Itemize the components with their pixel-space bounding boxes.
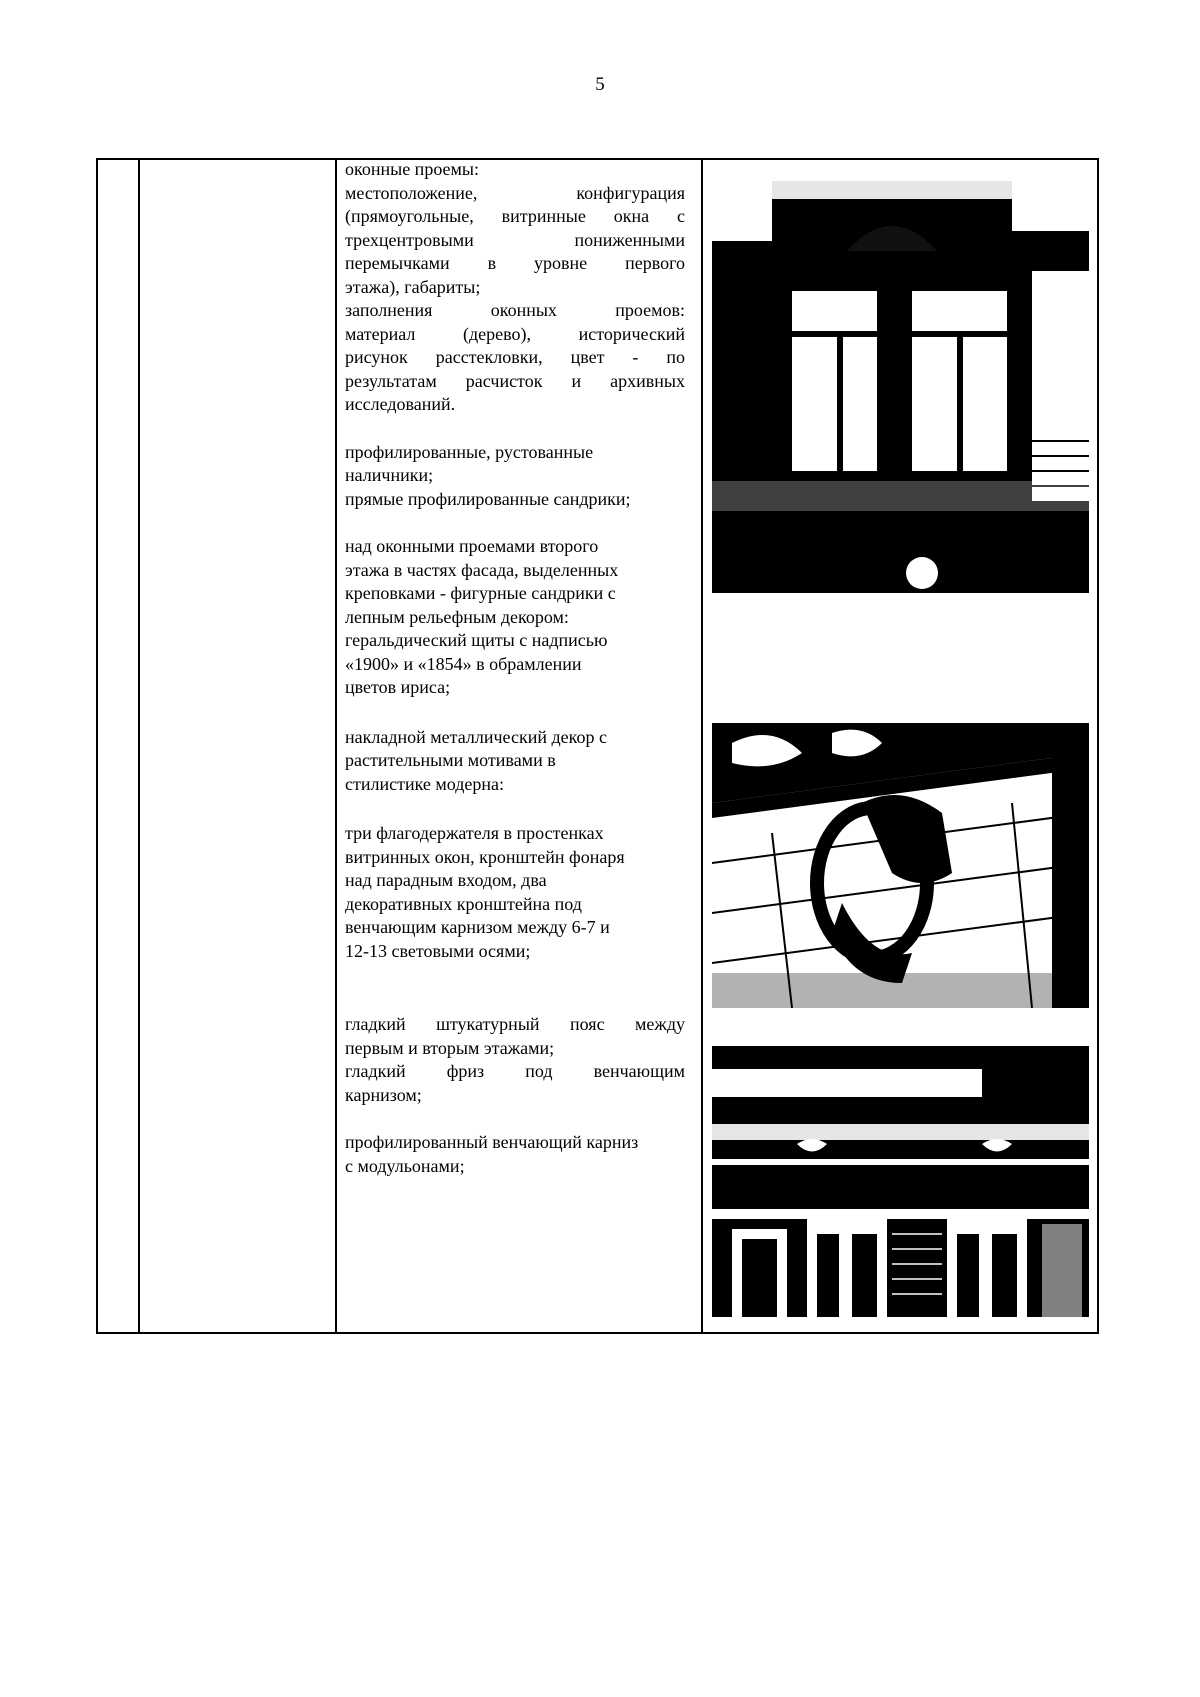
cornice-facade-drawing — [712, 1034, 1089, 1317]
lantern-bracket-drawing — [712, 723, 1089, 1008]
paragraph-gap — [345, 963, 685, 1013]
text-line: местоположение, конфигурация — [345, 182, 685, 203]
text-line: лепным рельефным декором: — [345, 606, 569, 627]
text-line: венчающим карнизом между 6-7 и — [345, 917, 610, 937]
text-line: над оконными проемами второго — [345, 536, 599, 556]
text-line: оконные проемы: — [345, 159, 480, 179]
paragraph-gap — [345, 796, 685, 822]
text-line: растительными мотивами в — [345, 750, 556, 770]
page-number: 5 — [595, 74, 605, 95]
text-line: креповками - фигурные сандрики с — [345, 583, 616, 603]
text-line: витринных окон, кронштейн фонаря — [345, 846, 625, 867]
text-line: стилистике модерна: — [345, 773, 505, 794]
text-line: результатам расчисток и архивных — [345, 370, 685, 391]
photo-window-arch — [712, 181, 1089, 593]
text-line: декоративных кронштейна под — [345, 893, 582, 914]
text-line: с модульонами; — [345, 1155, 465, 1176]
text-line: геральдический щиты с надписью — [345, 630, 608, 650]
text-line: профилированные, рустованные — [345, 441, 594, 462]
photo-cornice-facade — [712, 1034, 1089, 1317]
text-line: (прямоугольные, витринные окна с — [345, 206, 685, 226]
text-line: перемычками в уровне первого — [345, 253, 685, 273]
paragraph-gap — [345, 1107, 685, 1131]
column-divider — [701, 160, 703, 1332]
text-line: профилированный венчающий карниз — [345, 1132, 639, 1152]
text-line: 12-13 световыми осями; — [345, 940, 531, 961]
paragraph-gap — [345, 417, 685, 441]
paragraph-gap — [345, 511, 685, 535]
text-line: накладной металлический декор с — [345, 726, 607, 747]
text-line: заполнения оконных проемов: — [345, 300, 685, 320]
text-line: прямые профилированные сандрики; — [345, 488, 631, 509]
text-line: наличники; — [345, 465, 434, 485]
text-line: рисунок расстекловки, цвет - по — [345, 347, 685, 367]
text-line: материал (дерево), исторический — [345, 323, 685, 344]
text-line: гладкий фриз под венчающим — [345, 1061, 685, 1081]
text-line: этажа в частях фасада, выделенных — [345, 559, 619, 580]
photo-lantern-bracket — [712, 723, 1089, 1008]
text-line: трехцентровыми пониженными — [345, 229, 685, 250]
text-line: цветов ириса; — [345, 677, 451, 697]
text-line: этажа), габариты; — [345, 276, 481, 297]
text-line: «1900» и «1854» в обрамлении — [345, 653, 582, 674]
window-arch-drawing — [712, 181, 1089, 593]
text-line: первым и вторым этажами; — [345, 1037, 555, 1058]
text-line: над парадным входом, два — [345, 870, 547, 890]
text-line: исследований. — [345, 394, 456, 414]
paragraph-gap — [345, 700, 685, 726]
text-line: гладкий штукатурный пояс между — [345, 1014, 685, 1034]
column-divider — [335, 160, 337, 1332]
text-line: три флагодержателя в простенках — [345, 823, 604, 843]
column-divider — [138, 160, 140, 1332]
text-line: карнизом; — [345, 1084, 422, 1105]
protected-elements-text — [345, 158, 685, 1178]
